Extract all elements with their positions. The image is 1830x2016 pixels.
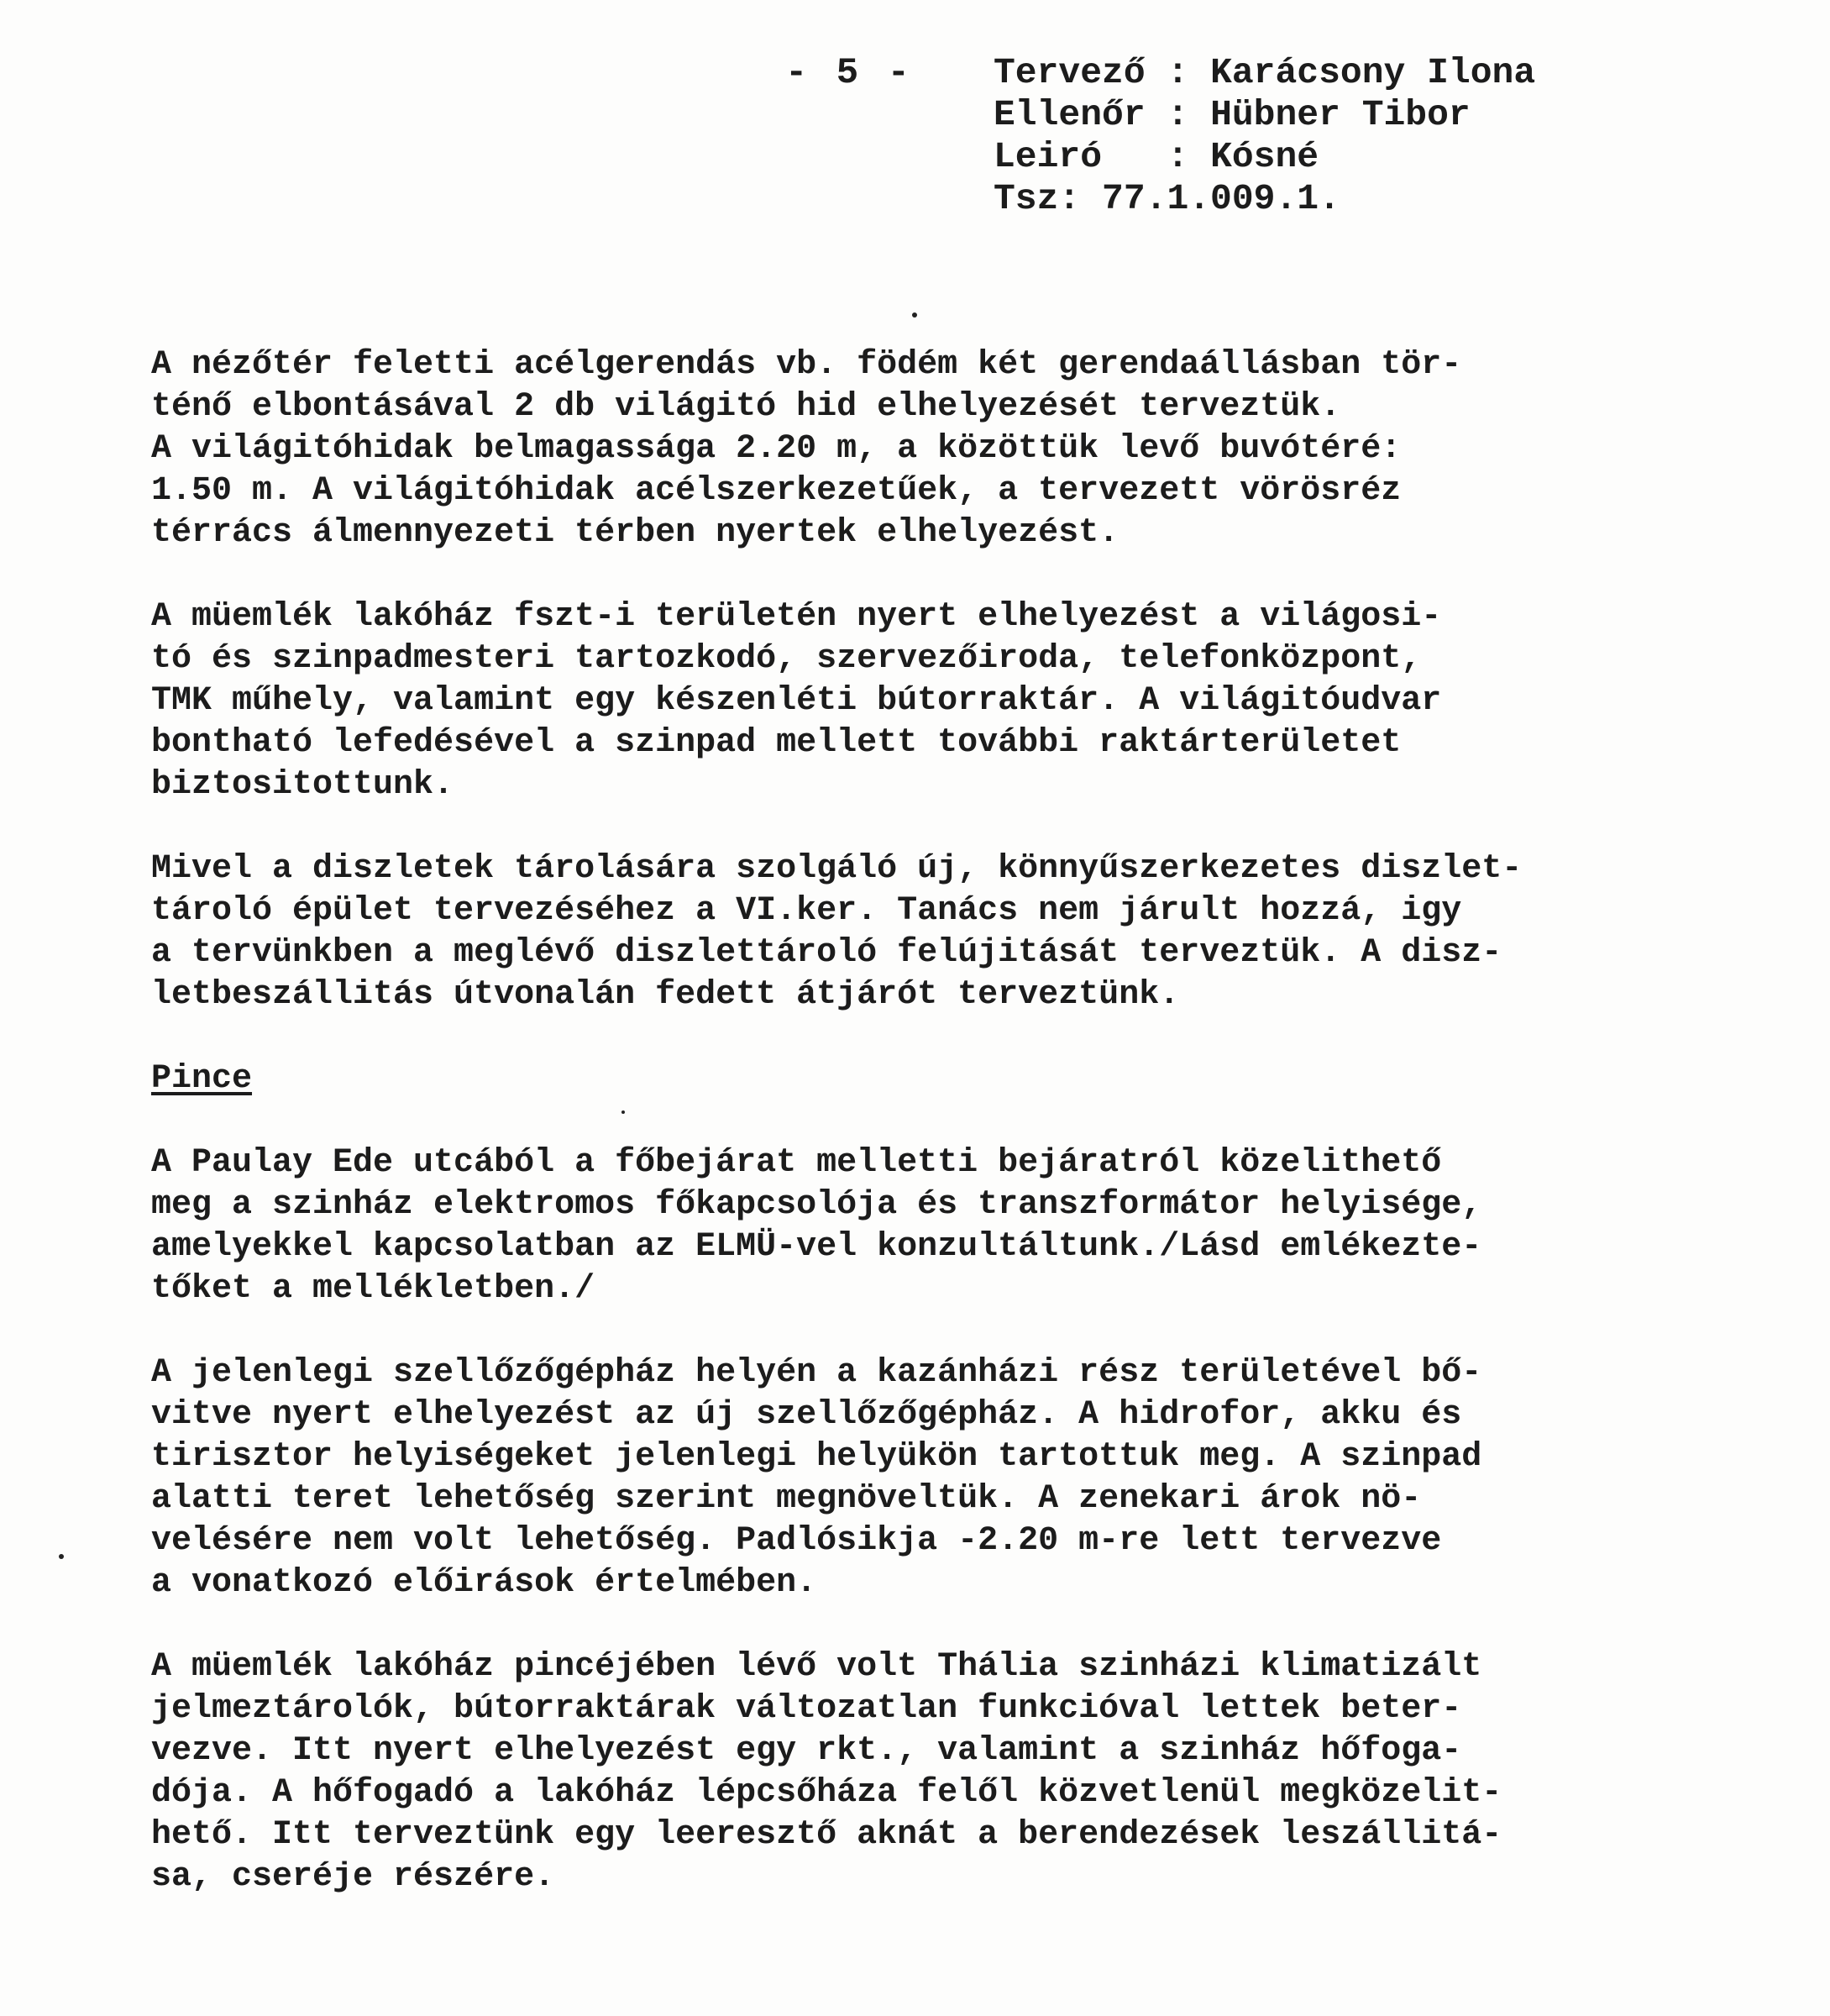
- page-number: - 5 -: [785, 52, 914, 94]
- meta-row-checker: Ellenőr : Hübner Tibor: [994, 94, 1471, 135]
- body-text: [151, 344, 1705, 1940]
- scan-speck: [59, 1554, 64, 1559]
- text-line: biztositottunk.: [151, 766, 454, 804]
- meta-value: Kósné: [1210, 136, 1319, 177]
- text-line: a tervünkben a meglévő diszlettároló felújitását terveztük. A disz-: [151, 934, 1502, 972]
- text-line: A Paulay Ede utcából a főbejárat melletti bejáratról közelithető: [151, 1144, 1442, 1182]
- paragraph-ventilation: [151, 1352, 1705, 1604]
- text-line: A müemlék lakóház fszt-i területén nyert elhelyezést a világosi-: [151, 598, 1442, 636]
- text-line: a vonatkozó előirások értelmében.: [151, 1564, 817, 1602]
- text-line: TMK műhely, valamint egy készenléti bútorraktár. A világitóudvar: [151, 682, 1442, 720]
- section-heading-basement: Pince: [151, 1060, 253, 1098]
- meta-row-writer: Leiró : Kósné: [994, 136, 1319, 177]
- text-line: tároló épület tervezéséhez a VI.ker. Tanács nem járult hozzá, igy: [151, 892, 1462, 930]
- text-line: A müemlék lakóház pincéjében lévő volt Thália szinházi klimatizált: [151, 1648, 1482, 1686]
- text-line: amelyekkel kapcsolatban az ELMÜ-vel konzultáltunk./Lásd emlékezte-: [151, 1228, 1482, 1266]
- scan-speck: [912, 312, 917, 318]
- text-line: 1.50 m. A világitóhidak acélszerkezetűek, a tervezett vörösréz: [151, 472, 1402, 510]
- text-line: vezve. Itt nyert elhelyezést egy rkt., valamint a szinház hőfoga-: [151, 1732, 1462, 1770]
- text-line: jelmeztárolók, bútorraktárak változatlan funkcióval lettek beter-: [151, 1690, 1462, 1728]
- meta-label: Tsz: [994, 178, 1059, 219]
- meta-label: Tervező: [994, 52, 1146, 93]
- paragraph-lighting-bridges: [151, 344, 1705, 554]
- paragraph-scenery-storage: [151, 848, 1705, 1016]
- text-line: bontható lefedésével a szinpad mellett további raktárterületet: [151, 724, 1402, 762]
- text-line: hető. Itt terveztünk egy leeresztő aknát a berendezések leszállitá-: [151, 1816, 1502, 1854]
- meta-value: 77.1.009.1.: [1102, 178, 1340, 219]
- text-line: meg a szinház elektromos főkapcsolója és transzformátor helyisége,: [151, 1186, 1482, 1224]
- text-line: sa, cseréje részére.: [151, 1858, 555, 1896]
- text-line: velésére nem volt lehetőség. Padlósikja -2.20 m-re lett tervezve: [151, 1522, 1442, 1560]
- text-line: tőket a mellékletben./: [151, 1270, 595, 1308]
- scan-speck: [621, 1110, 625, 1114]
- meta-value: Karácsony Ilona: [1210, 52, 1536, 93]
- text-line: ténő elbontásával 2 db világitó hid elhelyezését terveztük.: [151, 388, 1341, 426]
- text-line: Mivel a diszletek tárolására szolgáló új, könnyűszerkezetes diszlet-: [151, 850, 1523, 888]
- meta-label: Leiró: [994, 136, 1103, 177]
- text-line: letbeszállitás útvonalán fedett átjárót terveztünk.: [151, 976, 1180, 1014]
- meta-value: Hübner Tibor: [1210, 94, 1471, 135]
- paragraph-costume-storage: [151, 1646, 1705, 1898]
- text-line: A nézőtér feletti acélgerendás vb. födém két gerendaállásban tör-: [151, 346, 1462, 384]
- meta-label: Ellenőr: [994, 94, 1146, 135]
- text-line: tirisztor helyiségeket jelenlegi helyükön tartottuk meg. A szinpad: [151, 1438, 1482, 1476]
- paragraph-ground-floor: [151, 596, 1705, 806]
- meta-row-project-number: Tsz: 77.1.009.1.: [994, 178, 1340, 219]
- text-line: tó és szinpadmesteri tartozkodó, szervezőiroda, telefonközpont,: [151, 640, 1422, 678]
- text-line: A jelenlegi szellőzőgépház helyén a kazánházi rész területével bő-: [151, 1354, 1482, 1392]
- text-line: dója. A hőfogadó a lakóház lépcsőháza felől közvetlenül megközelit-: [151, 1774, 1502, 1812]
- text-line: A világitóhidak belmagassága 2.20 m, a közöttük levő buvótéré:: [151, 430, 1402, 468]
- document-meta: [994, 52, 1535, 220]
- meta-row-designer: Tervező : Karácsony Ilona: [994, 52, 1536, 93]
- text-line: alatti teret lehetőség szerint megnöveltük. A zenekari árok nö-: [151, 1480, 1422, 1518]
- text-line: térrács álmennyezeti térben nyertek elhelyezést.: [151, 514, 1119, 552]
- text-line: vitve nyert elhelyezést az új szellőzőgépház. A hidrofor, akku és: [151, 1396, 1462, 1434]
- paragraph-main-switch: [151, 1142, 1705, 1310]
